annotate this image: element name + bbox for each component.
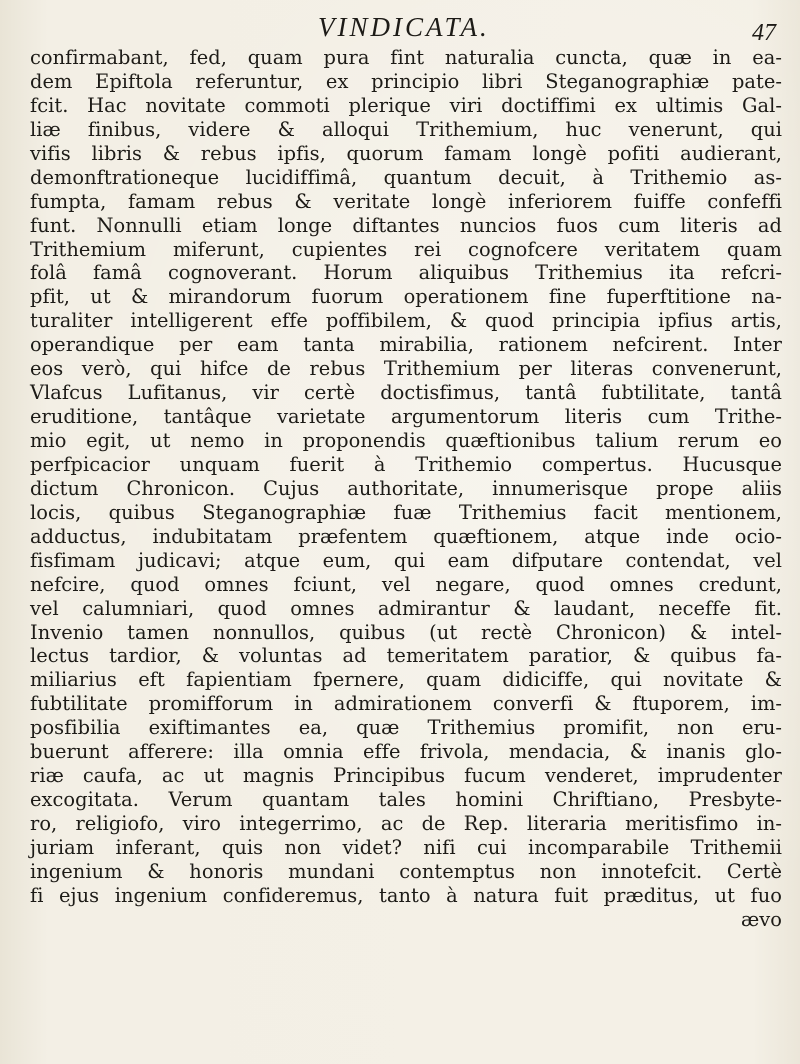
text-line: fumpta, famam rebus & veritate longè inferiorem fuiffe confeffi <box>30 189 782 213</box>
text-line: Vlafcus Lufitanus, vir certè doctisfimus, tantâ fubtilitate, tantâ <box>30 381 782 405</box>
text-line: riæ caufa, ac ut magnis Principibus fucum venderet, imprudenter <box>30 764 782 788</box>
text-line: vel calumniari, quod omnes admirantur & laudant, neceffe fit. <box>30 596 782 620</box>
text-line: pfit, ut & mirandorum fuorum operationem fine fuperftitione na- <box>30 285 782 309</box>
text-line: mio egit, ut nemo in proponendis quæftionibus talium rerum eo <box>30 429 782 452</box>
catchword: ævo <box>740 907 782 931</box>
text-line: locis, quibus Steganographiæ fuæ Trithemius facit mentionem, <box>30 500 782 524</box>
text-line: fcit. Hac novitate commoti plerique viri doctiffimi ex ultimis Gal- <box>30 93 782 117</box>
text-line: confirmabant, fed, quam pura fint naturalia cuncta, quæ in ea- <box>30 46 782 69</box>
text-line: demonftrationeque lucidiffimâ, quantum decuit, à Trithemio as- <box>30 165 782 189</box>
page-number: 47 <box>752 20 776 46</box>
text-line: adductus, indubitatam præfentem quæftionem, atque inde ocio- <box>30 524 782 548</box>
text-line: miliarius eft fapientiam fpernere, quam didiciffe, qui novitate & <box>30 668 782 692</box>
text-line: fisfimam judicavi; atque eum, qui eam difputare contendat, vel <box>30 548 782 572</box>
text-line: ro, religiofo, viro integerrimo, ac de Rep. literaria meritisfimo in- <box>30 812 782 835</box>
text-line: lectus tardior, & voluntas ad temeritatem paratior, & quibus fa- <box>30 644 782 668</box>
text-line: funt. Nonnulli etiam longe diftantes nuncios fuos cum literis ad <box>30 213 782 237</box>
text-line: excogitata. Verum quantam tales homini Chriftiano, Presbyte- <box>30 788 782 812</box>
text-line: folâ famâ cognoverant. Horum aliquibus Trithemius ita refcri- <box>30 261 782 285</box>
text-line: juriam inferant, quis non videt? nifi cui incomparabile Trithemii <box>30 835 782 859</box>
text-line: fubtilitate promifforum in admirationem converfi & ftuporem, im- <box>30 692 782 716</box>
text-line: liæ finibus, videre & alloqui Trithemium, huc venerunt, qui <box>30 117 782 141</box>
text-line: eos verò, qui hifce de rebus Trithemium per literas convenerunt, <box>30 357 782 381</box>
text-line: ingenium & honoris mundani contemptus non innotefcit. Certè <box>30 859 782 883</box>
text-line: operandique per eam tanta mirabilia, rationem nefcirent. Inter <box>30 333 782 357</box>
text-line: buerunt afferere: illa omnia effe frivola, mendacia, & inanis glo- <box>30 740 782 764</box>
text-line: turaliter intelligerent effe poffibilem, & quod principia ipfius artis, <box>30 309 782 333</box>
text-line: perfpicacior unquam fuerit à Trithemio compertus. Hucusque <box>30 452 782 476</box>
running-head <box>0 10 800 46</box>
text-line: fi ejus ingenium confideremus, tanto à natura fuit præditus, ut fuo <box>30 883 782 907</box>
text-line: Invenio tamen nonnullos, quibus (ut rectè Chronicon) & intel- <box>30 620 782 644</box>
text-line: nefcire, quod omnes fciunt, vel negare, quod omnes credunt, <box>30 572 782 596</box>
text-line: vifis libris & rebus ipfis, quorum famam longè pofiti audierant, <box>30 141 782 165</box>
text-line: eruditione, tantâque varietate argumentorum literis cum Trithe- <box>30 405 782 429</box>
text-line: dem Epiftola referuntur, ex principio libri Steganographiæ pate- <box>30 69 782 93</box>
text-line: dictum Chronicon. Cujus authoritate, innumerisque prope aliis <box>30 476 782 500</box>
text-line: posfibilia exiftimantes ea, quæ Trithemius promifit, non eru- <box>30 716 782 740</box>
running-title: VINDICATA. <box>318 12 490 42</box>
body-text <box>30 46 782 932</box>
text-line: Trithemium miferunt, cupientes rei cognofcere veritatem quam <box>30 237 782 261</box>
